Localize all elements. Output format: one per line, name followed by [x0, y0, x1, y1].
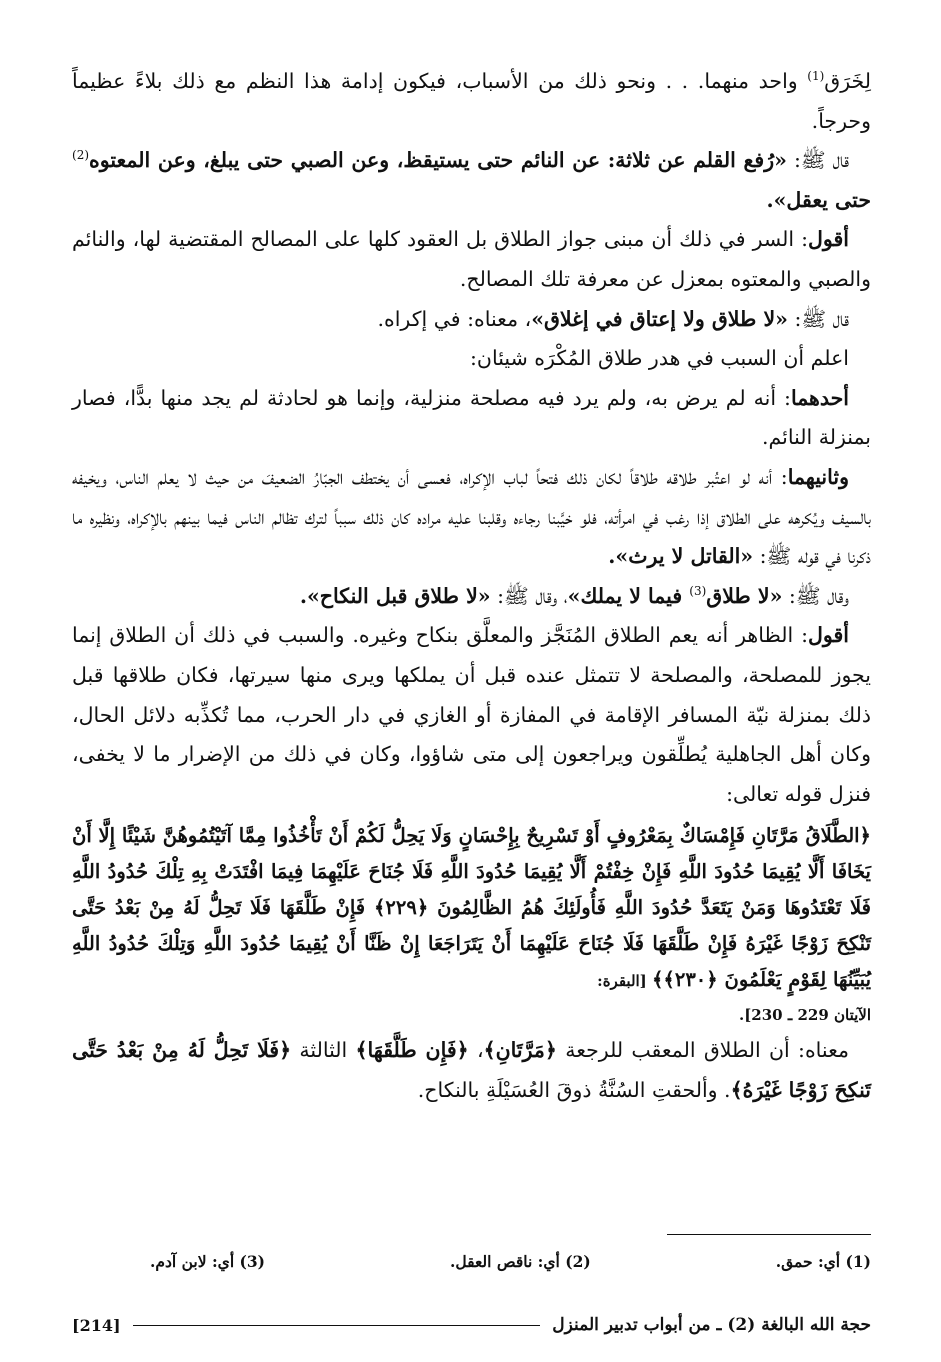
text-span: لِخَرَق — [824, 69, 871, 93]
section-label: أحدهما — [790, 385, 849, 410]
text-span: . وألحقتِ السُنَّةُ ذوقَ العُسَيْلَةِ بالنكاح. — [417, 1077, 731, 1102]
footnote-2 — [450, 1252, 591, 1278]
paragraph-10 — [72, 1031, 871, 1110]
quran-text: ﴿الطَّلَاقُ مَرَّتَانِ فَإِمْسَاكٌ بِمَعْرُوفٍ أَوْ تَسْرِيحٌ بِإِحْسَانٍ وَلَا يَحِلُّ لَكُمْ أَنْ تَأْخُذُوا مِمَّا آتَيْتُمُوهُنَّ شَيْئًا إِلَّا أَنْ يَخَافَا أَلَّا يُقِيمَا حُدُودَ اللَّهِ فَإِنْ خِفْتُمْ أَلَّا يُقِيمَا حُدُودَ اللَّهِ فَلَا جُنَاحَ عَلَيْهِمَا فِيمَا افْتَدَتْ بِهِ تِلْكَ حُدُودُ اللَّهِ فَلَا تَعْتَدُوهَا وَمَنْ يَتَعَدَّ حُدُودَ اللَّهِ فَأُولَئِكَ هُمُ الظَّالِمُونَ ﴿٢٢٩﴾ فَإِنْ طَلَّقَهَا فَلَا تَحِلُّ لَهُ مِنْ بَعْدُ حَتَّى تَنْكِحَ زَوْجًا غَيْرَهُ فَإِنْ طَلَّقَهَا فَلَا جُنَاحَ عَلَيْهِمَا أَنْ يَتَرَاجَعَا إِنْ ظَنَّا أَنْ يُقِيمَا حُدُودَ اللَّهِ وَتِلْكَ حُدُودُ اللَّهِ يُبَيِّنُهَا لِقَوْمٍ يَعْلَمُونَ ﴿٢٣٠﴾﴾ — [72, 824, 871, 992]
text-span: واحد منهما. . . ونحو ذلك من الأسباب، فيكون إدامة هذا النظم مع ذلك بلاءً عظيماً وحرجاً. — [72, 69, 871, 133]
footnote-3 — [150, 1252, 265, 1278]
quran-quote: ﴿فَلَا تَحِلُّ لَهُ مِنْ بَعْدُ حَتَّى تَنكِحَ زَوْجًا غَيْرَهُ﴾ — [72, 1038, 871, 1102]
text-span: : الظاهر أنه يعم الطلاق المُنَجَّز والمعلَّق بنكاح وغيره. والسبب في ذلك أن الطلاق إنما يجوز للمصلحة، والمصلحة لا تتمثل عنده قبل أن يملكها ويرى منها سيرتها، فكان طلاقها قبل ذلك بمنزلة نيّة المسافر الإقامة في المفازة أو الغازي في دار الحرب، مما تُكذِّبه دلائل الحال، وكان أهل الجاهلية يُطلِّقون ويراجعون إلى متى شاؤوا، وكان في ذلك من الإضرار ما لا يخفى، فنزل قوله تعالى: — [72, 623, 871, 806]
footnotes — [150, 1252, 871, 1278]
paragraph-5: اعلم أن السبب في هدر طلاق المُكْرَه شيئان: — [470, 346, 849, 371]
text-span: ، — [468, 1038, 484, 1063]
footnote-number: (3) — [239, 1252, 266, 1271]
quran-reference: [البقرة: — [597, 972, 652, 991]
page-number: [214] — [72, 1315, 121, 1335]
footnote-text: أي: لابن آدم. — [150, 1252, 235, 1271]
paragraph-4 — [72, 300, 871, 340]
hadith-text: «لا طلاق قبل النكاح». — [299, 583, 491, 608]
paragraph-8 — [72, 577, 871, 617]
paragraph-1 — [72, 62, 871, 141]
hadith-text: فيما لا يملك» — [567, 583, 690, 608]
hadith-text: «رُفع القلم عن ثلاثة: عن النائم حتى يستيقظ، وعن الصبي حتى يبلغ، وعن المعتوه — [89, 148, 787, 173]
hadith-text: «لا طلاق — [706, 583, 783, 608]
hadith-text: «لا طلاق ولا إعتاق في إغلاق» — [531, 306, 788, 331]
hadith-text: حتى يعقل». — [766, 187, 871, 212]
text-span: : أنه لو اعتُبر طلاقه طلاقاً لكان ذلك فتحاً لباب الإكراه، فعسى أن يختطف الجبّارُ الضعيفَ من حيث لا يعلم الناس، ويخيفه بالسيف ويُكرهه على الطلاق إذا رغب في امرأته، فلو خيَّبنا رجاءه وقلبنا عليه مراده كان ذلك سبباً لترك تظالم الناس فيما بينهم بالإكراه، ونظيره ما ذكرنا في قوله ﷺ: — [72, 464, 871, 569]
text-span: : أنه لم يرض به، ولم يرد فيه مصلحة منزلية، وإنما هو لحادثة لم يجد منها بدًّا، فصار بمنزلة النائم. — [72, 385, 871, 450]
quran-quote: ﴿مَرَّتَانِ﴾ — [483, 1038, 557, 1063]
hadith-text: «القاتل لا يرث». — [608, 544, 754, 569]
paragraph-6 — [72, 379, 871, 458]
footnote-number: (2) — [565, 1252, 591, 1271]
text-span: ، وقال ﷺ: — [490, 583, 568, 608]
footnote-marker: (2) — [72, 148, 90, 163]
paragraph-7 — [72, 458, 871, 577]
paragraph-2 — [72, 141, 871, 220]
page-footer — [72, 1312, 871, 1338]
section-label: أقول — [808, 227, 849, 252]
quran-verse — [72, 818, 871, 999]
text-span: قال ﷺ: — [787, 306, 849, 331]
text-span: وقال ﷺ: — [782, 583, 849, 608]
footnote-marker: (1) — [807, 69, 825, 84]
footnote-divider — [667, 1234, 871, 1235]
footnote-text: أي: ناقص العقل. — [449, 1252, 560, 1271]
paragraph-9 — [72, 616, 871, 814]
text-span: معناه: أن الطلاق المعقب للرجعة — [556, 1038, 849, 1063]
text-span: قال ﷺ: — [786, 148, 849, 173]
running-title: حجة الله البالغة (2) ـ من أبواب تدبير المنزل — [552, 1315, 871, 1335]
footer-rule — [133, 1325, 541, 1326]
footnote-marker: (3) — [689, 583, 707, 598]
paragraph-3 — [72, 220, 871, 299]
main-text — [72, 62, 871, 1110]
quran-reference-tail: الآيتان 229 ـ 230]. — [738, 1006, 871, 1025]
footnote-number: (1) — [845, 1252, 871, 1271]
footnote-text: أي: حمق. — [775, 1252, 841, 1271]
section-label: وثانيهما — [787, 464, 849, 489]
quran-quote: ﴿فَإِن طَلَّقَهَا﴾ — [355, 1038, 469, 1063]
section-label: أقول — [808, 623, 849, 648]
text-span: ، معناه: في إكراه. — [377, 306, 532, 331]
footnote-1 — [776, 1252, 871, 1278]
text-span: الثالثة — [291, 1038, 356, 1063]
text-span: : السر في ذلك أن مبنى جواز الطلاق بل العقود كلها على المصالح المقتضية لها، والنائم والصبي والمعتوه بمعزل عن معرفة تلك المصالح. — [72, 227, 871, 291]
